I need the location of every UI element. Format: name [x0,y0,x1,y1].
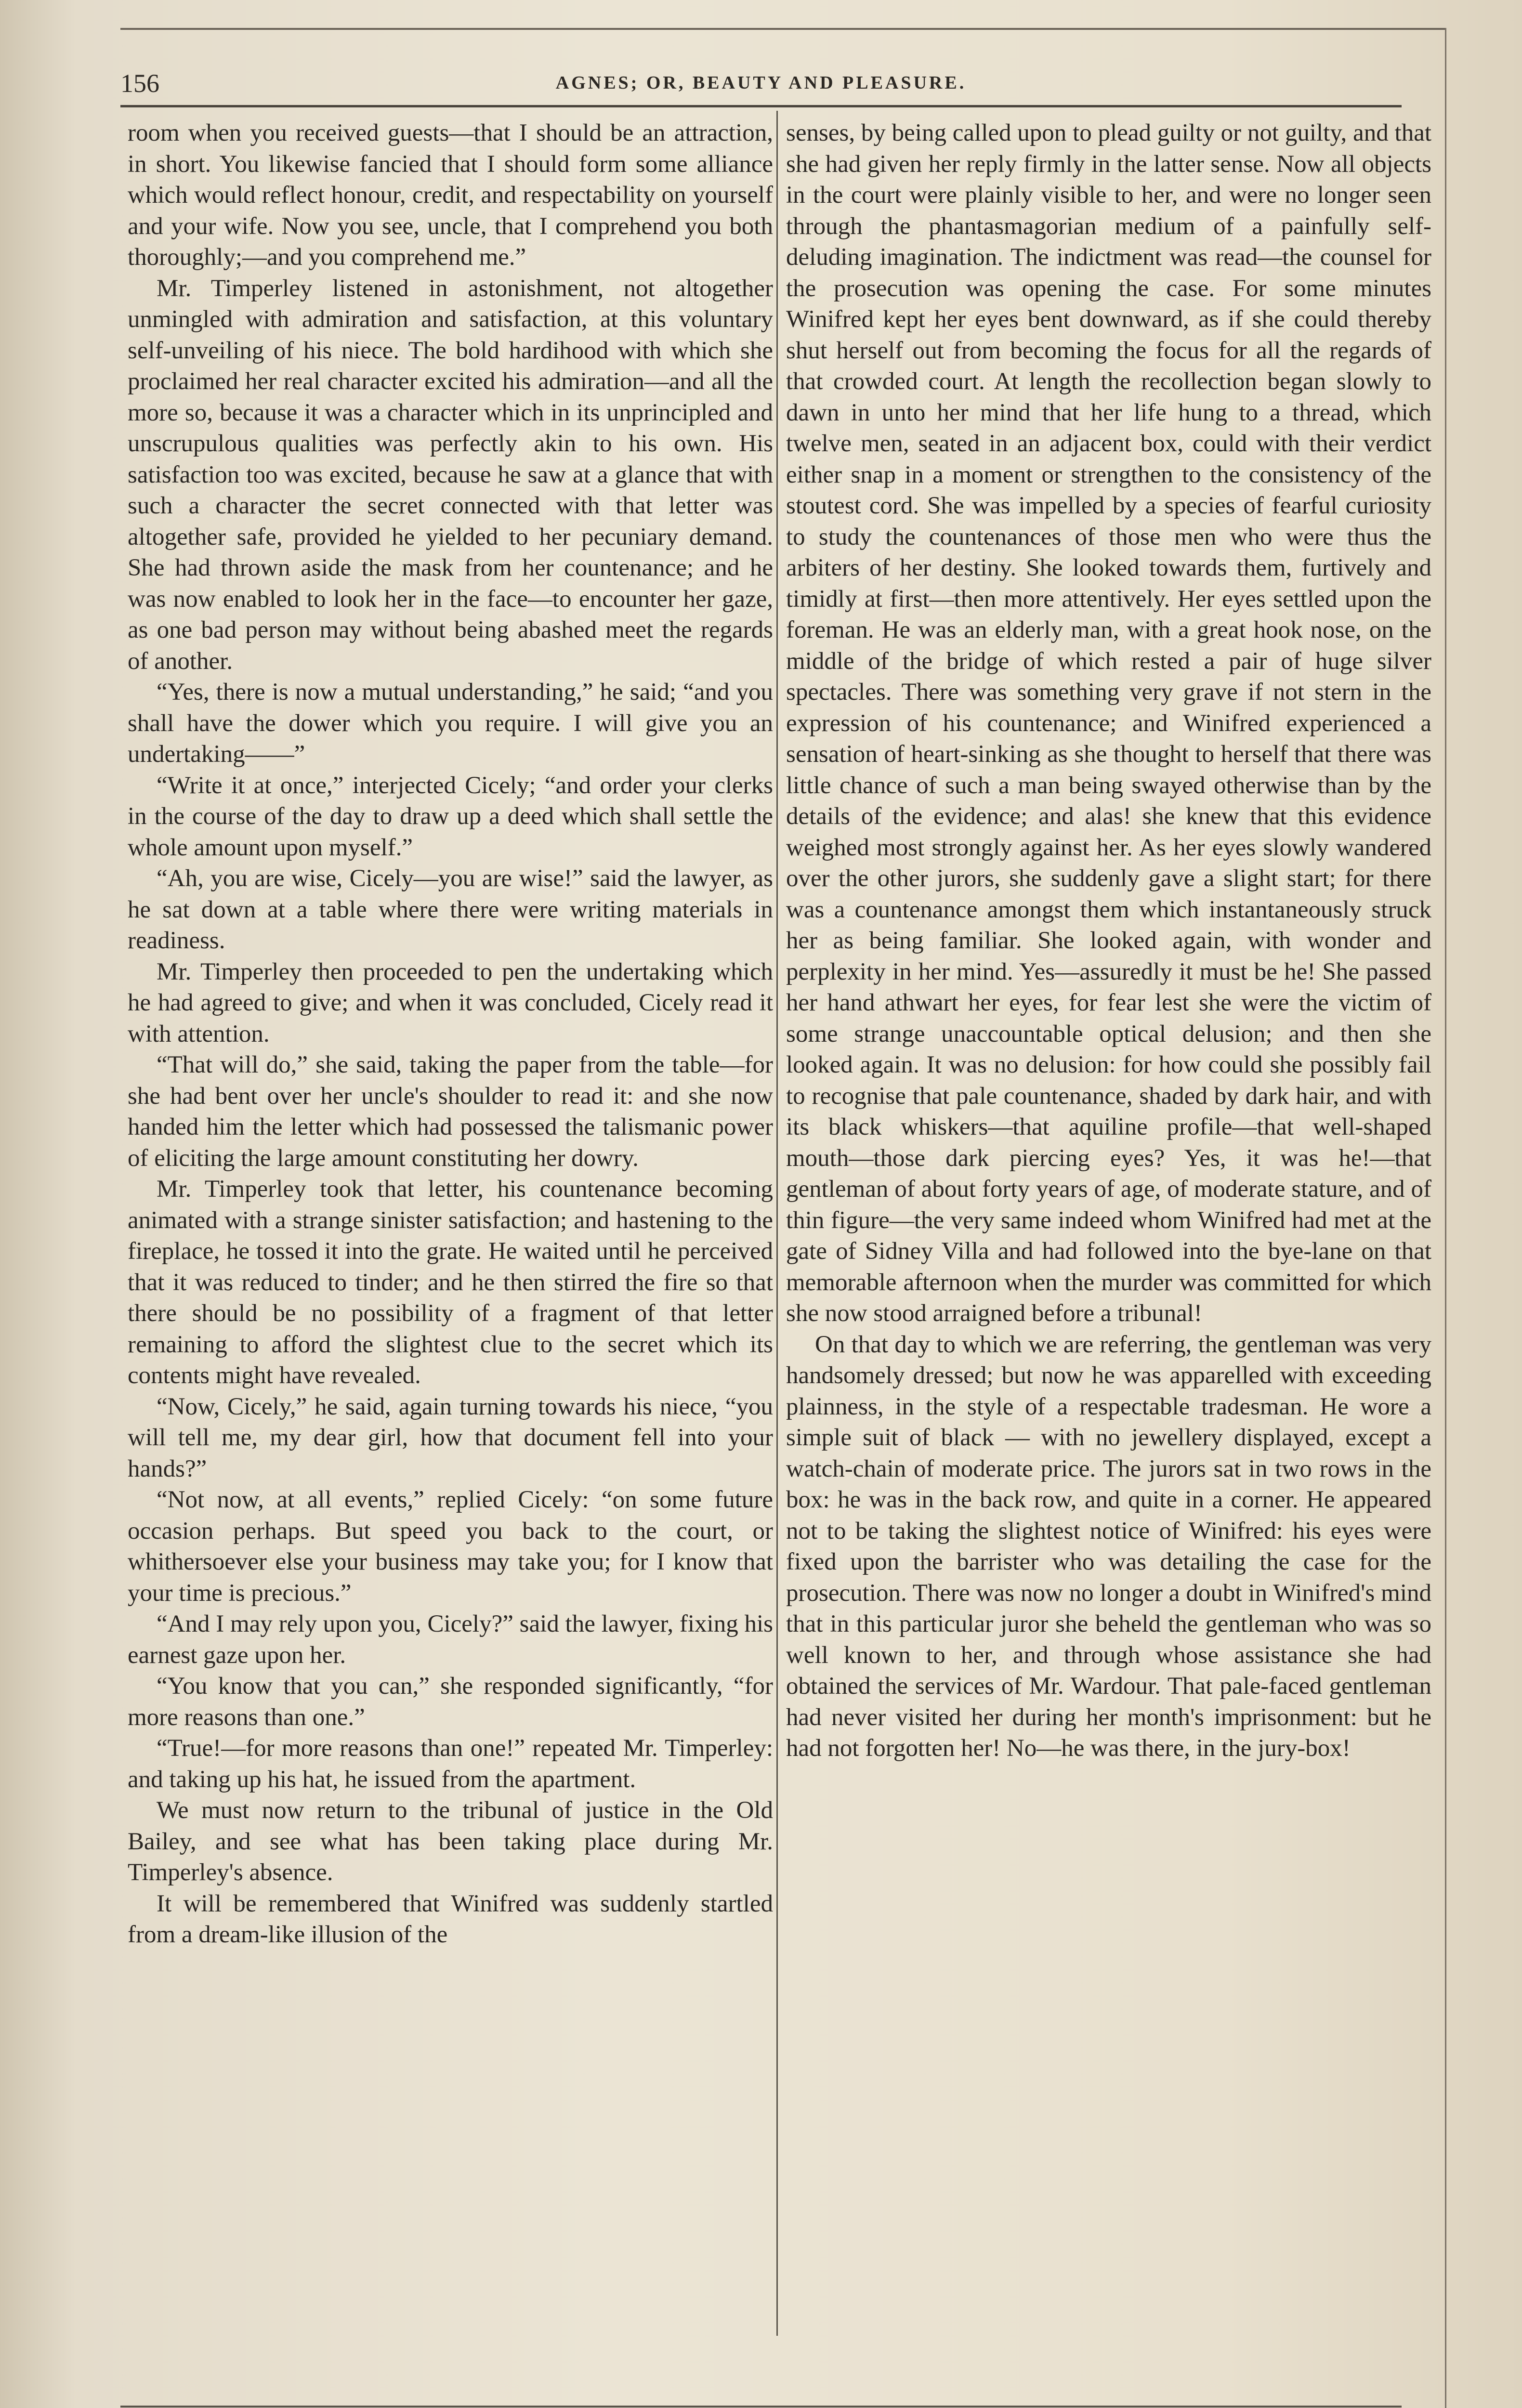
column-divider [776,111,778,2336]
paragraph: We must now return to the tribunal of justice in the Old Bailey, and see what has been taking place during Mr. Timperley's absence. [128,1797,773,1886]
page-frame-right [1445,28,1446,2408]
paragraph: Mr. Timperley listened in astonishment, not altogether unmingled with admiration and satisfaction, at this voluntary self-unveiling of his niece. The bold hardihood with which she proclaimed her real character excited his admiration—and all the more so, because it was a character which in its unprincipled and unscrupulous qualities was perfectly akin to his own. His satisfaction too was excited, because he saw at a glance that with such a character the secret connected with that letter was altogether safe, provided he yielded to her pecuniary demand. She had thrown aside the mask from her countenance; and he was now enabled to look her in the face—to encounter her gaze, as one bad person may without being abashed meet the regards of another. [128,275,773,675]
paragraph: “Not now, at all events,” replied Cicely: “on some future occasion perhaps. But speed you back to the court, or whithersoever else your business may take you; for I know that your time is precious.” [128,1486,773,1607]
paragraph: On that day to which we are referring, the gentleman was very handsomely dressed; but now he was apparelled with exceeding plainness, in the style of a respectable tradesman. He wore a simple suit of black — with no jewellery displayed, except a watch-chain of moderate price. The jurors sat in two rows in the box: he was in the back row, and quite in a corner. He appeared not to be taking the slightest notice of Winifred: his eyes were fixed upon the barrister who was detailing the case for the prosecution. There was now no longer a doubt in Winifred's mind that in this particular juror she beheld the gentleman who was so well known to her, and through whose assistance she had obtained the services of Mr. Wardour. That pale-faced gentleman had never visited her during her month's imprisonment: but he had not forgotten her! No—he was there, in the jury-box! [786,1331,1431,1762]
paragraph: It will be remembered that Winifred was suddenly startled from a dream-like illusion of the [128,1890,773,1948]
page-frame-top [120,28,1445,30]
footer-rule [120,2406,1402,2408]
paragraph: “True!—for more reasons than one!” repeated Mr. Timperley: and taking up his hat, he issued from the apartment. [128,1735,773,1793]
running-title: AGNES; OR, BEAUTY AND PLEASURE. [555,73,967,93]
paragraph: room when you received guests—that I should be an attraction, in short. You likewise fancied that I should form some alliance which would reflect honour, credit, and respectability on yourself and your wife. Now you see, uncle, that I comprehend you both thoroughly;—and you comprehend me.” [128,119,773,271]
header-rule [120,105,1402,107]
page-number: 156 [120,69,159,98]
right-column [786,118,1431,2362]
paragraph: Mr. Timperley then proceeded to pen the undertaking which he had agreed to give; and when it was concluded, Cicely read it with attention. [128,958,773,1047]
paragraph: “You know that you can,” she responded significantly, “for more reasons than one.” [128,1673,773,1731]
paragraph: “Now, Cicely,” he said, again turning towards his niece, “you will tell me, my dear girl, how that document fell into your hands?” [128,1393,773,1482]
paragraph: “That will do,” she said, taking the paper from the table—for she had bent over her uncle's shoulder to read it: and she now handed him the letter which had possessed the talismanic power of eliciting the large amount constituting her dowry. [128,1051,773,1172]
page-header [120,64,1402,102]
left-column [128,118,773,2362]
paragraph: “Yes, there is now a mutual understanding,” he said; “and you shall have the dower which you require. I will give you an undertaking——” [128,679,773,768]
paragraph: “And I may rely upon you, Cicely?” said the lawyer, fixing his earnest gaze upon her. [128,1610,773,1669]
paragraph: “Write it at once,” interjected Cicely; “and order your clerks in the course of the day to draw up a deed which shall settle the whole amount upon myself.” [128,772,773,861]
paragraph: senses, by being called upon to plead guilty or not guilty, and that she had given her reply firmly in the latter sense. Now all objects in the court were plainly visible to her, and were no longer seen through the phantasmagorian medium of a painfully self-deluding imagination. The indictment was read—the counsel for the prosecution was opening the case. For some minutes Winifred kept her eyes bent downward, as if she could thereby shut herself out from becoming the focus for all the regards of that crowded court. At length the recollection began slowly to dawn in unto her mind that her life hung to a thread, which twelve men, seated in an adjacent box, could with their verdict either snap in a moment or strengthen to the consistency of the stoutest cord. She was impelled by a species of fearful curiosity to study the countenances of those men who were thus the arbiters of her destiny. She looked towards them, furtively and timidly at first—then more attentively. Her eyes settled upon the foreman. He was an elderly man, with a great hook nose, on the middle of the bridge of which rested a pair of huge silver spectacles. There was something very grave if not stern in the expression of his countenance; and Winifred experienced a sensation of heart-sinking as she thought to herself that there was little chance of such a man being swayed otherwise than by the details of the evidence; and alas! she knew that this evidence weighed most strongly against her. As her eyes slowly wandered over the other jurors, she suddenly gave a slight start; for there was a countenance amongst them which instantaneously struck her as being familiar. She looked again, with wonder and perplexity in her mind. Yes—assuredly it must be he! She passed her hand athwart her eyes, for fear lest she were the victim of some strange unaccountable optical delusion; and then she looked again. It was no delusion: for how could she possibly fail to recognise that pale countenance, shaded by dark hair, and with its black whiskers—that aquiline profile—that well-shaped mouth—those dark piercing eyes? Yes, it was he!—that gentleman of about forty years of age, of moderate stature, and of thin figure—the very same indeed whom Winifred had met at the gate of Sidney Villa and had followed into the bye-lane on that memorable afternoon when the murder was committed for which she now stood arraigned before a tribunal! [786,119,1431,1327]
paragraph: “Ah, you are wise, Cicely—you are wise!” said the lawyer, as he sat down at a table where there were writing materials in readiness. [128,865,773,954]
paragraph: Mr. Timperley took that letter, his countenance becoming animated with a strange sinister satisfaction; and hastening to the fireplace, he tossed it into the grate. He waited until he perceived that it was reduced to tinder; and he then stirred the fire so that there should be no possibility of a fragment of that letter remaining to afford the slightest clue to the secret which its contents might have revealed. [128,1176,773,1389]
